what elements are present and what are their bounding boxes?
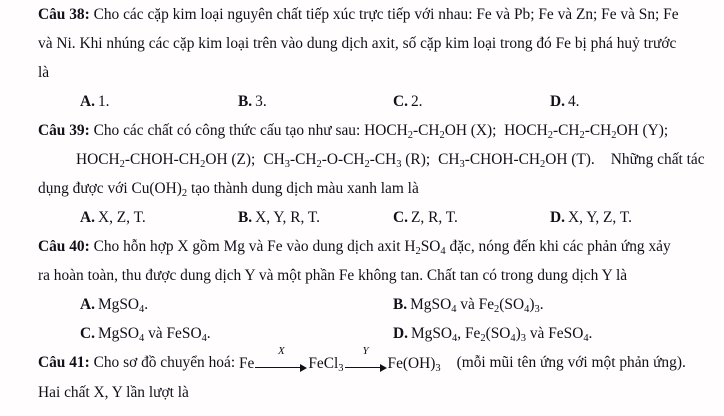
cau-38-option-b-text: 3. (255, 93, 267, 110)
cau-39-option-a[interactable] (80, 203, 146, 232)
cau-41-line-1-prefix: Cho sơ đồ chuyển hoá: (93, 354, 239, 371)
cau-39-option-d-text: X, Y, Z, T. (567, 209, 632, 226)
cau-40-number: Câu 40: (38, 238, 90, 255)
cau-38-option-c[interactable] (393, 87, 423, 116)
cau-38-option-d[interactable] (550, 87, 580, 116)
cau-39-formula-y: $HOCH_2-CH_2-CH_2OH$ (Y); (504, 122, 669, 141)
cau-39-option-b-text: X, Y, R, T. (255, 209, 320, 226)
cau-40-option-c[interactable] (80, 319, 211, 348)
cau-38-line-3: là (38, 64, 50, 81)
cau-38-body-line-1: Cho các cặp kim loại nguyên chất tiếp xúc trực tiếp với nhau: Fe và Pb; Fe và Zn; Fe và Sn; Fe (93, 6, 679, 23)
cau-39-option-a-text: X, Z, T. (97, 209, 146, 226)
question-cau-38 (0, 0, 724, 116)
cau-39-line-3: dụng được với $Cu(OH)_2$ tạo thành dung dịch màu xanh lam là (38, 180, 419, 199)
cau-39-line-2 (38, 145, 705, 174)
question-cau-39 (0, 116, 724, 232)
cau-38-options (38, 87, 690, 116)
scheme-start: Fe (238, 354, 255, 372)
cau-40-option-b-text: MgSO$_4$ và $Fe_2(SO_4)_3$. (410, 296, 544, 315)
cau-38-option-a-text: 1. (97, 93, 110, 110)
reaction-arrow-1-icon (255, 345, 307, 373)
cau-39-formula-z: $HOCH_2-CHOH-CH_2OH$ (Z); (76, 151, 256, 170)
cau-40-line-1: Câu 40: Cho hỗn hợp X gồm Mg và Fe vào dung dịch axit $H_2SO_4$ đặc, nóng đến khi các phản ứng xảy (38, 238, 671, 257)
cau-39-line-1-prefix: Cho các chất có công thức cấu tạo như sau: (93, 122, 365, 139)
cau-39-formula-r: $CH_3-CH_2-O-CH_2-CH_3$ (R); (263, 151, 431, 170)
reaction-arrow-1-label: X (277, 345, 285, 358)
cau-39-formula-x: $HOCH_2-CH_2OH$ (X); (364, 122, 497, 141)
cau-39-line-2-tail: Những chất tác (610, 151, 705, 168)
cau-40-option-b[interactable] (393, 290, 544, 319)
cau-39-option-c-label: C. (393, 209, 408, 226)
cau-39-option-d-label: D. (550, 209, 565, 226)
cau-38-option-b-label: B. (238, 93, 253, 110)
cau-38-line-1 (38, 0, 690, 29)
reaction-arrow-2-icon (345, 345, 387, 373)
cau-40-options-row-1 (38, 290, 690, 319)
cau-38-line-2: và Ni. Khi nhúng các cặp kim loại trên vào dung dịch axit, số cặp kim loại trong đó Fe bị phá huỷ trước (38, 35, 677, 52)
cau-40-option-d[interactable] (393, 319, 592, 348)
arrow-1-shaft (255, 367, 301, 368)
reaction-arrow-2-label: Y (362, 345, 369, 358)
cau-38-option-c-label: C. (393, 93, 408, 110)
question-cau-40 (0, 232, 724, 348)
cau-40-option-a[interactable] (80, 290, 148, 319)
cau-39-option-c[interactable] (393, 203, 458, 232)
cau-39-option-c-text: Z, R, T. (410, 209, 458, 226)
scheme-middle: FeCl$_3$ (308, 354, 344, 374)
cau-39-formula-t: $CH_3-CHOH-CH_2OH$ (T). (438, 151, 595, 170)
cau-41-note: (mỗi mũi tên ứng với một phản ứng). (456, 354, 686, 371)
cau-40-option-b-label: B. (393, 296, 408, 313)
cau-38-option-a[interactable] (80, 87, 110, 116)
cau-40-option-a-text: MgSO$_4$. (97, 296, 149, 315)
cau-38-option-a-label: A. (80, 93, 95, 110)
cau-41-line-2: Hai chất X, Y lần lượt là (38, 383, 189, 401)
cau-40-options-row-2 (38, 319, 690, 348)
arrow-2-head (380, 364, 387, 372)
cau-39-number: Câu 39: (38, 122, 90, 139)
question-cau-41 (0, 345, 724, 407)
scheme-end: $Fe(OH)_3$ (387, 354, 441, 374)
cau-39-option-d[interactable] (550, 203, 632, 232)
cau-38-number: Câu 38: (38, 6, 90, 23)
cau-38-option-c-text: 2. (410, 93, 423, 110)
cau-39-option-b[interactable] (238, 203, 320, 232)
cau-41-number: Câu 41: (38, 354, 90, 371)
cau-41-line-1 (38, 345, 690, 378)
cau-38-option-b[interactable] (238, 87, 267, 116)
cau-39-options (38, 203, 690, 232)
cau-40-line-2: ra hoàn toàn, thu được dung dịch Y và một phần Fe không tan. Chất tan có trong dung dịch Y là (38, 267, 628, 284)
reaction-scheme (238, 345, 441, 378)
cau-39-option-b-label: B. (238, 209, 253, 226)
cau-40-option-c-text: MgSO$_4$ và FeSO$_4$. (97, 325, 211, 344)
cau-38-option-d-text: 4. (567, 93, 580, 110)
cau-40-option-d-label: D. (393, 325, 408, 342)
arrow-2-shaft (345, 367, 381, 368)
cau-39-option-a-label: A. (80, 209, 95, 226)
cau-40-option-a-label: A. (80, 296, 95, 313)
arrow-1-head (300, 364, 307, 372)
cau-38-option-d-label: D. (550, 93, 565, 110)
cau-40-option-d-text: MgSO$_4$, $Fe_2(SO_4)_3$ và FeSO$_4$. (410, 325, 593, 344)
cau-39-line-1 (38, 116, 690, 145)
cau-40-option-c-label: C. (80, 325, 95, 342)
